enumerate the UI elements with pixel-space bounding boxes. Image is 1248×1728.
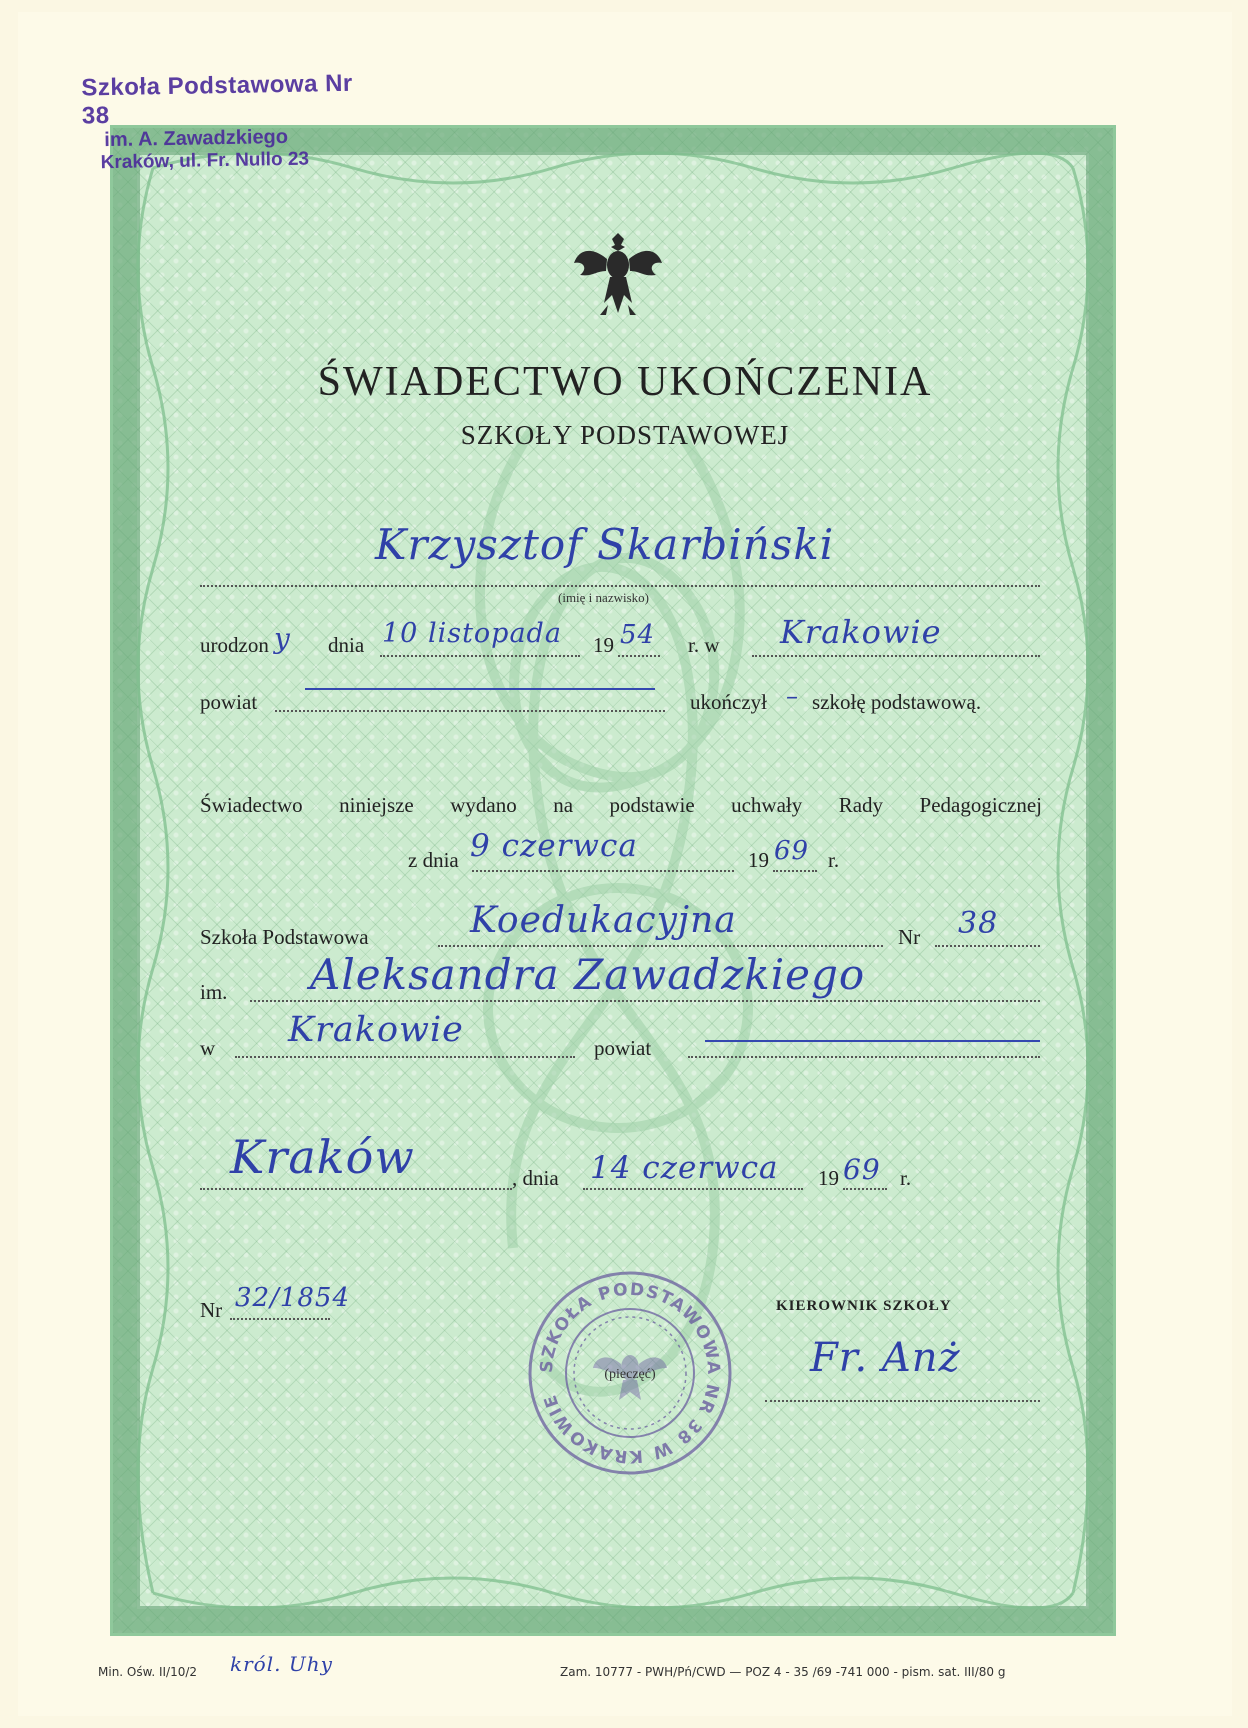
basis-z-dnia-label: z dnia [408,848,459,872]
school-place-line [235,1056,575,1058]
principal-signature: Fr. Anż [810,1335,961,1381]
footer-print-info: Zam. 10777 - PWH/Pń/CWD — POZ 4 - 35 /69 -741 000 - pism. sat. III/80 g [560,1665,1006,1679]
school-nr-label: Nr [898,925,921,949]
issue-year-suffix: 69 [843,1153,881,1186]
issue-date-line [583,1188,803,1190]
completed-suffix: – [786,682,799,710]
school-label: Szkoła Podstawowa [200,925,369,949]
birth-year-suffix: 54 [620,620,656,650]
basis-r-label: r. [828,848,840,872]
certificate-number: 32/1854 [235,1283,351,1313]
r-w-label: r. w [688,633,720,657]
signature-line [765,1400,1040,1402]
polish-eagle-icon [570,225,666,325]
school-powiat-cancel-stroke [705,1040,1040,1042]
birth-year-prefix: 19 [593,633,614,657]
school-patron: Aleksandra Zawadzkiego [310,950,866,999]
school-type: Koedukacyjna [470,900,737,941]
footer-handwritten-note: król. Uhy [230,1652,333,1676]
powiat-dotted-line [275,710,665,712]
birth-place: Krakowie [780,613,942,651]
patron-label: im. [200,980,228,1004]
certificate-title: ŚWIADECTWO UKOŃCZENIA [317,359,933,405]
issue-year-prefix: 19 [818,1166,839,1190]
name-dotted-line [200,585,1040,587]
school-type-line [438,945,883,947]
seal-center-label: (pieczęć) [604,1367,656,1382]
stamp-line-1: Szkoła Podstawowa Nr 38 [81,69,353,130]
basis-date: 9 czerwca [470,828,638,864]
student-name: Krzysztof Skarbiński [375,520,835,569]
powiat-cancel-stroke [305,688,655,690]
certificate-subtitle: SZKOŁY PODSTAWOWEJ [460,420,790,450]
born-label: urodzon [200,633,269,657]
basis-statement: Świadectwo niniejsze wydano na podstawie uchwały Rady Pedagogicznej [200,793,1042,817]
birth-place-line [752,655,1040,657]
school-nr: 38 [958,906,999,941]
completed-label: ukończył [690,690,767,714]
school-nr-line [935,945,1040,947]
basis-year-prefix: 19 [748,848,769,872]
issue-year-line [843,1188,887,1190]
place-w-label: w [200,1036,216,1060]
basis-date-line [472,870,734,872]
stamp-line-2: im. A. Zawadzkiego [104,126,289,152]
issue-date: 14 czerwca [590,1150,779,1186]
stamp-line-3: Kraków, ul. Fr. Nullo 23 [100,148,310,174]
issue-dnia-label: , dnia [512,1166,559,1190]
certificate-number-line [230,1318,330,1320]
birth-date-line [380,655,580,657]
certificate-number-label: Nr [200,1298,223,1322]
footer-form-code: Min. Ośw. II/10/2 [98,1665,198,1679]
basis-year-line [773,870,817,872]
name-caption: (imię i nazwisko) [558,590,649,605]
issue-city-line [200,1188,512,1190]
birth-date: 10 listopada [382,618,562,649]
issue-r-label: r. [900,1166,912,1190]
school-stamp [81,69,373,174]
powiat-label: powiat [200,690,258,714]
completed-tail: szkołę podstawową. [812,690,982,714]
school-powiat-label: powiat [594,1036,652,1060]
patron-line [250,1000,1040,1002]
birth-year-line [618,655,660,657]
basis-year-suffix: 69 [774,836,810,866]
school-place: Krakowie [288,1010,464,1050]
school-powiat-line [688,1056,1040,1058]
issue-city: Kraków [230,1130,415,1184]
born-suffix: y [274,622,291,655]
day-label: dnia [328,633,365,657]
principal-title: KIEROWNIK SZKOŁY [776,1298,952,1314]
seal-ring-text: SZKOŁA PODSTAWOWA NR 38 W KRAKOWIE [536,1279,724,1467]
